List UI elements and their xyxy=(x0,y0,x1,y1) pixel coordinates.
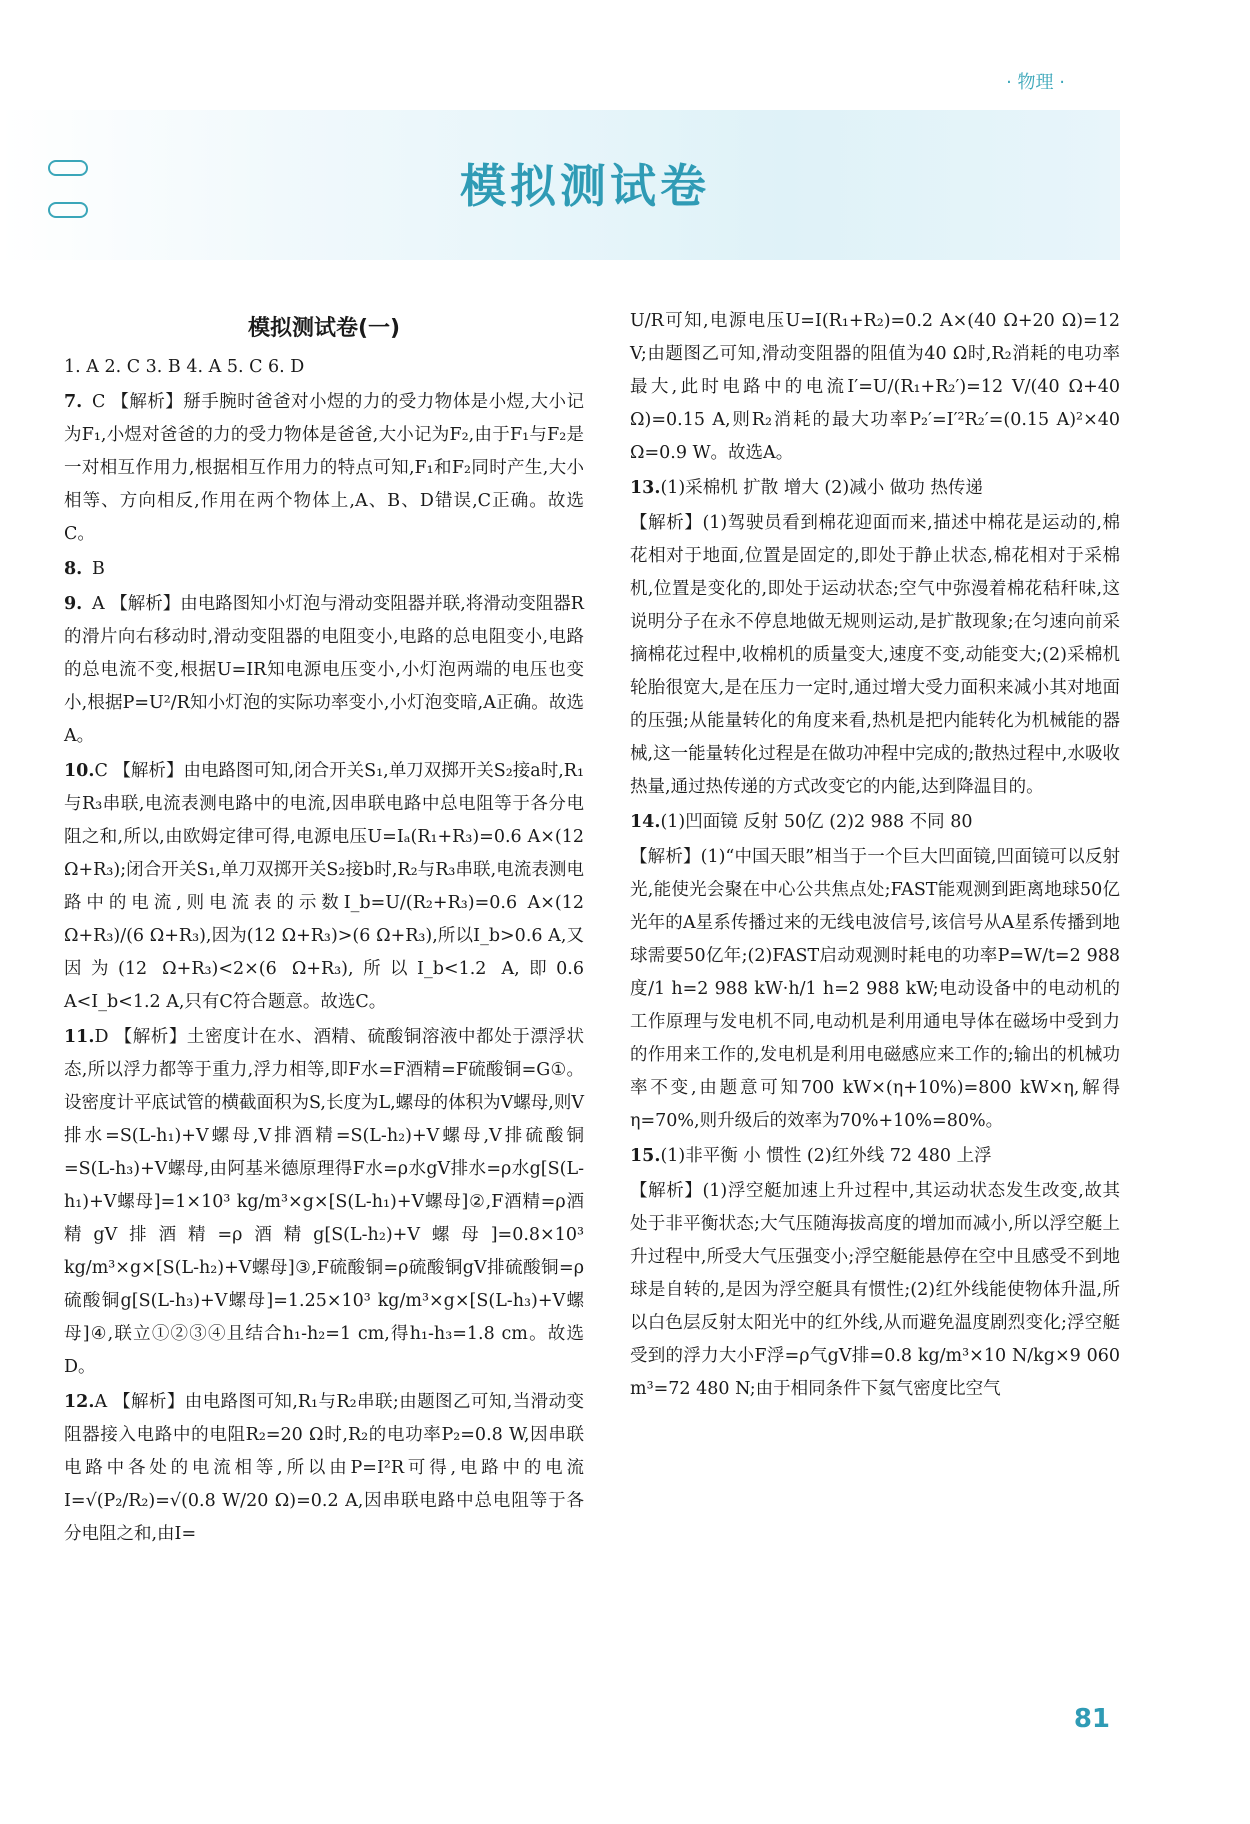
answer-text: A 【解析】由电路图知小灯泡与滑动变阻器并联,将滑动变阻器R的滑片向右移动时,滑动变阻器的电阻变小,电路的总电阻变小,电路的总电流不变,根据U=IR知电源电压变小,小灯泡两端的电压也变小,根据P=U²/R知小灯泡的实际功率变小,小灯泡变暗,A正确。故选A。 xyxy=(64,594,584,746)
answer-item xyxy=(630,1140,1120,1173)
question-number: 8. xyxy=(64,559,83,579)
question-number: 9. xyxy=(64,594,83,614)
question-number: 15. xyxy=(630,1146,661,1166)
answer-text: U/R可知,电源电压U=I(R₁+R₂)=0.2 A×(40 Ω+20 Ω)=12 V;由题图乙可知,滑动变阻器的阻值为40 Ω时,R₂消耗的电功率最大,此时电路中的电流I′=U/(R₁+R₂′)=12 V/(40 Ω+40 Ω)=0.15 A,则R₂消耗的最大功率P₂′=I′²R₂′=(0.15 A)²×40 Ω=0.9 W。故选A。 xyxy=(630,311,1120,463)
answer-item xyxy=(630,806,1120,839)
banner-title: 模拟测试卷 xyxy=(460,159,710,213)
answer-item xyxy=(630,1175,1120,1406)
answer-text: (1)凹面镜 反射 50亿 (2)2 988 不同 80 xyxy=(660,812,973,832)
answer-text: C 【解析】由电路图可知,闭合开关S₁,单刀双掷开关S₂接a时,R₁与R₃串联,电流表测电路中的电流,因串联电路中总电阻等于各分电阻之和,所以,由欧姆定律可得,电源电压U=Iₐ(R₁+R₃)=0.6 A×(12 Ω+R₃);闭合开关S₁,单刀双掷开关S₂接b时,R₂与R₃串联,电流表测电路中的电流,则电流表的示数I_b=U/(R₂+R₃)=0.6 A×(12 Ω+R₃)/(6 Ω+R₃),因为(12 Ω+R₃)>(6 Ω+R₃),所以I_b>0.6 A,又因为(12 Ω+R₃)<2×(6 Ω+R₃),所以I_b<1.2 A,即0.6 A<I_b<1.2 A,只有C符合题意。故选C。 xyxy=(64,761,584,1012)
answer-text: B xyxy=(92,559,105,579)
answer-text: 1. A 2. C 3. B 4. A 5. C 6. D xyxy=(64,357,305,377)
question-number: 13. xyxy=(630,478,661,498)
answer-item xyxy=(64,351,584,384)
answer-text: A 【解析】由电路图可知,R₁与R₂串联;由题图乙可知,当滑动变阻器接入电路中的电阻R₂=20 Ω时,R₂的电功率P₂=0.8 W,因串联电路中各处的电流相等,所以由P=I²R可得,电路中的电流I=√(P₂/R₂)=√(0.8 W/20 Ω)=0.2 A,因串联电路中总电阻等于各分电阻之和,由I= xyxy=(64,1392,584,1544)
left-answer-list xyxy=(64,351,584,1551)
subject-label: · 物理 · xyxy=(1006,72,1065,93)
answer-item xyxy=(64,1021,584,1384)
question-number: 14. xyxy=(630,812,661,832)
answer-item xyxy=(64,588,584,753)
answer-item xyxy=(630,305,1120,470)
answer-item xyxy=(630,841,1120,1138)
answer-text: (1)非平衡 小 惯性 (2)红外线 72 480 上浮 xyxy=(660,1146,992,1166)
answer-text: (1)采棉机 扩散 增大 (2)减小 做功 热传递 xyxy=(660,478,983,498)
answer-item xyxy=(64,1386,584,1551)
answer-text: D 【解析】土密度计在水、酒精、硫酸铜溶液中都处于漂浮状态,所以浮力都等于重力,浮力相等,即F水=F酒精=F硫酸铜=G①。设密度计平底试管的横截面积为S,长度为L,螺母的体积为V螺母,则V排水=S(L-h₁)+V螺母,V排酒精=S(L-h₂)+V螺母,V排硫酸铜=S(L-h₃)+V螺母,由阿基米德原理得F水=ρ水gV排水=ρ水g[S(L-h₁)+V螺母]=1×10³ kg/m³×g×[S(L-h₁)+V螺母]②,F酒精=ρ酒精gV排酒精=ρ酒精g[S(L-h₂)+V螺母]=0.8×10³ kg/m³×g×[S(L-h₂)+V螺母]③,F硫酸铜=ρ硫酸铜gV排硫酸铜=ρ硫酸铜g[S(L-h₃)+V螺母]=1.25×10³ kg/m³×g×[S(L-h₃)+V螺母]④,联立①②③④且结合h₁-h₂=1 cm,得h₁-h₃=1.8 cm。故选D。 xyxy=(64,1027,584,1377)
section-title: 模拟测试卷(一) xyxy=(247,316,401,341)
question-number: 7. xyxy=(64,392,83,412)
answer-item xyxy=(64,553,584,586)
answer-item xyxy=(64,386,584,551)
answer-item xyxy=(630,507,1120,804)
answer-text: C 【解析】掰手腕时爸爸对小煜的力的受力物体是小煜,大小记为F₁,小煜对爸爸的力的受力物体是爸爸,大小记为F₂,由于F₁与F₂是一对相互作用力,根据相互作用力的特点可知,F₁和F₂同时产生,大小相等、方向相反,作用在两个物体上,A、B、D错误,C正确。故选C。 xyxy=(64,392,584,544)
right-answer-list xyxy=(630,305,1120,1406)
answer-text: 【解析】(1)驾驶员看到棉花迎面而来,描述中棉花是运动的,棉花相对于地面,位置是固定的,即处于静止状态,棉花相对于采棉机,位置是变化的,即处于运动状态;空气中弥漫着棉花秸秆味,这说明分子在永不停息地做无规则运动,是扩散现象;在匀速向前采摘棉花过程中,收棉机的质量变大,速度不变,动能变大;(2)采棉机轮胎很宽大,是在压力一定时,通过增大受力面积来减小其对地面的压强;从能量转化的角度来看,热机是把内能转化为机械能的器械,这一能量转化过程是在做功冲程中完成的;散热过程中,水吸收热量,通过热传递的方式改变它的内能,达到降温目的。 xyxy=(630,513,1120,797)
question-number: 11. xyxy=(64,1027,95,1047)
left-column xyxy=(64,312,584,1553)
question-number: 12. xyxy=(64,1392,95,1412)
answer-item xyxy=(64,755,584,1019)
right-column xyxy=(630,305,1120,1408)
answer-item xyxy=(630,472,1120,505)
answer-text: 【解析】(1)“中国天眼”相当于一个巨大凹面镜,凹面镜可以反射光,能使光会聚在中心公共焦点处;FAST能观测到距离地球50亿光年的A星系传播过来的无线电波信号,该信号从A星系传播到地球需要50亿年;(2)FAST启动观测时耗电的功率P=W/t=2 988度/1 h=2 988 kW·h/1 h=2 988 kW;电动设备中的电动机的工作原理与发电机不同,电动机是利用通电导体在磁场中受到力的作用来工作的,发电机是利用电磁感应来工作的;输出的机械功率不变,由题意可知700 kW×(η+10%)=800 kW×η,解得η=70%,则升级后的效率为70%+10%=80%。 xyxy=(630,847,1120,1131)
page-number: 81 xyxy=(1073,1704,1110,1734)
answer-text: 【解析】(1)浮空艇加速上升过程中,其运动状态发生改变,故其处于非平衡状态;大气压随海拔高度的增加而减小,所以浮空艇上升过程中,所受大气压强变小;浮空艇能悬停在空中且感受不到地球是自转的,是因为浮空艇具有惯性;(2)红外线能使物体升温,所以白色层反射太阳光中的红外线,从而避免温度剧烈变化;浮空艇受到的浮力大小F浮=ρ气gV排=0.8 kg/m³×10 N/kg×9 060 m³=72 480 N;由于相同条件下氦气密度比空气 xyxy=(630,1181,1120,1399)
question-number: 10. xyxy=(64,761,95,781)
